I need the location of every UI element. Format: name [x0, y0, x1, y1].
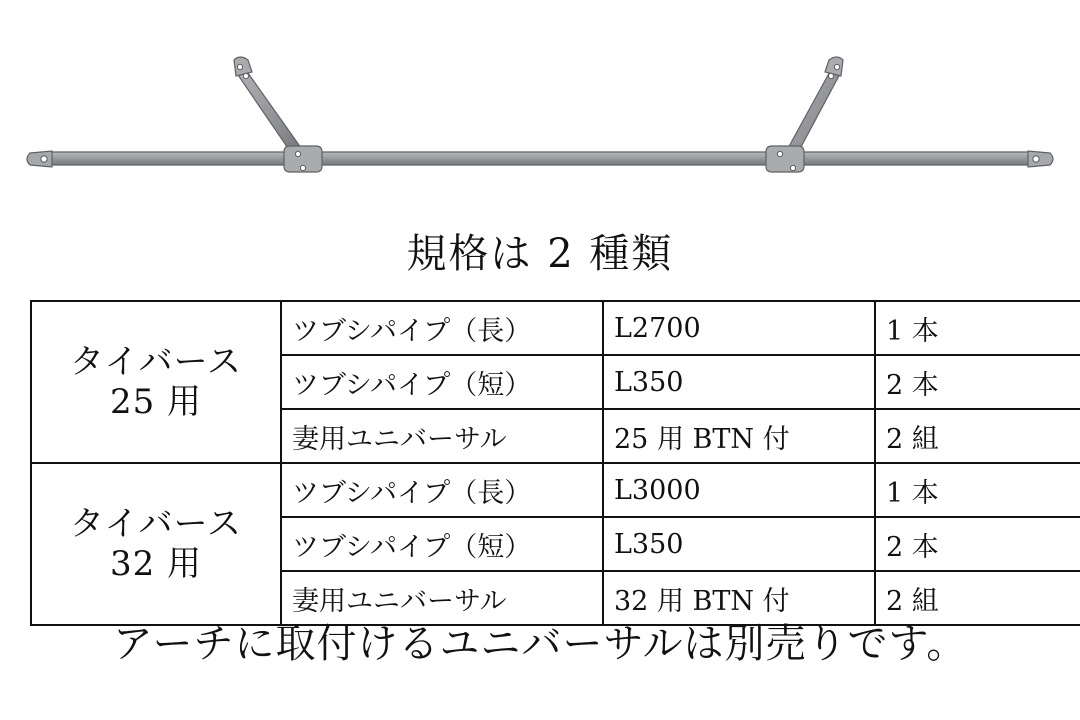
spec-name-line1: タイバース	[70, 341, 242, 382]
part-size: L350	[603, 355, 875, 409]
part-qty: 1 本	[875, 463, 1080, 517]
spec-table-25	[30, 300, 1080, 464]
part-qty: 2 組	[875, 409, 1080, 463]
spec-name-line2: 25 用	[109, 382, 203, 422]
page-heading: 規格は 2 種類	[406, 231, 674, 277]
table-row	[31, 301, 1080, 355]
spec-name-25	[31, 301, 281, 463]
part-size: L2700	[603, 301, 875, 355]
part-name: ツブシパイプ（短）	[281, 355, 603, 409]
spec-name-line2: 32 用	[109, 544, 203, 584]
part-qty: 1 本	[875, 301, 1080, 355]
part-qty: 2 本	[875, 355, 1080, 409]
part-name: 妻用ユニバーサル	[281, 409, 603, 463]
spec-name-line1: タイバース	[70, 503, 242, 544]
part-size: 32 用 BTN 付	[603, 571, 875, 625]
part-size: 25 用 BTN 付	[603, 409, 875, 463]
part-size: L3000	[603, 463, 875, 517]
table-row	[31, 463, 1080, 517]
long-pipe-graphic	[27, 151, 1053, 167]
spec-table-32	[30, 462, 1080, 626]
part-size: L350	[603, 517, 875, 571]
part-name: 妻用ユニバーサル	[281, 571, 603, 625]
part-name: ツブシパイプ（長）	[281, 463, 603, 517]
product-illustration	[0, 0, 1080, 210]
part-qty: 2 組	[875, 571, 1080, 625]
part-name: ツブシパイプ（短）	[281, 517, 603, 571]
spec-name-32	[31, 463, 281, 625]
footnote-text: アーチに取付けるユニバーサルは別売りです。	[112, 621, 968, 667]
part-name: ツブシパイプ（長）	[281, 301, 603, 355]
part-qty: 2 本	[875, 517, 1080, 571]
